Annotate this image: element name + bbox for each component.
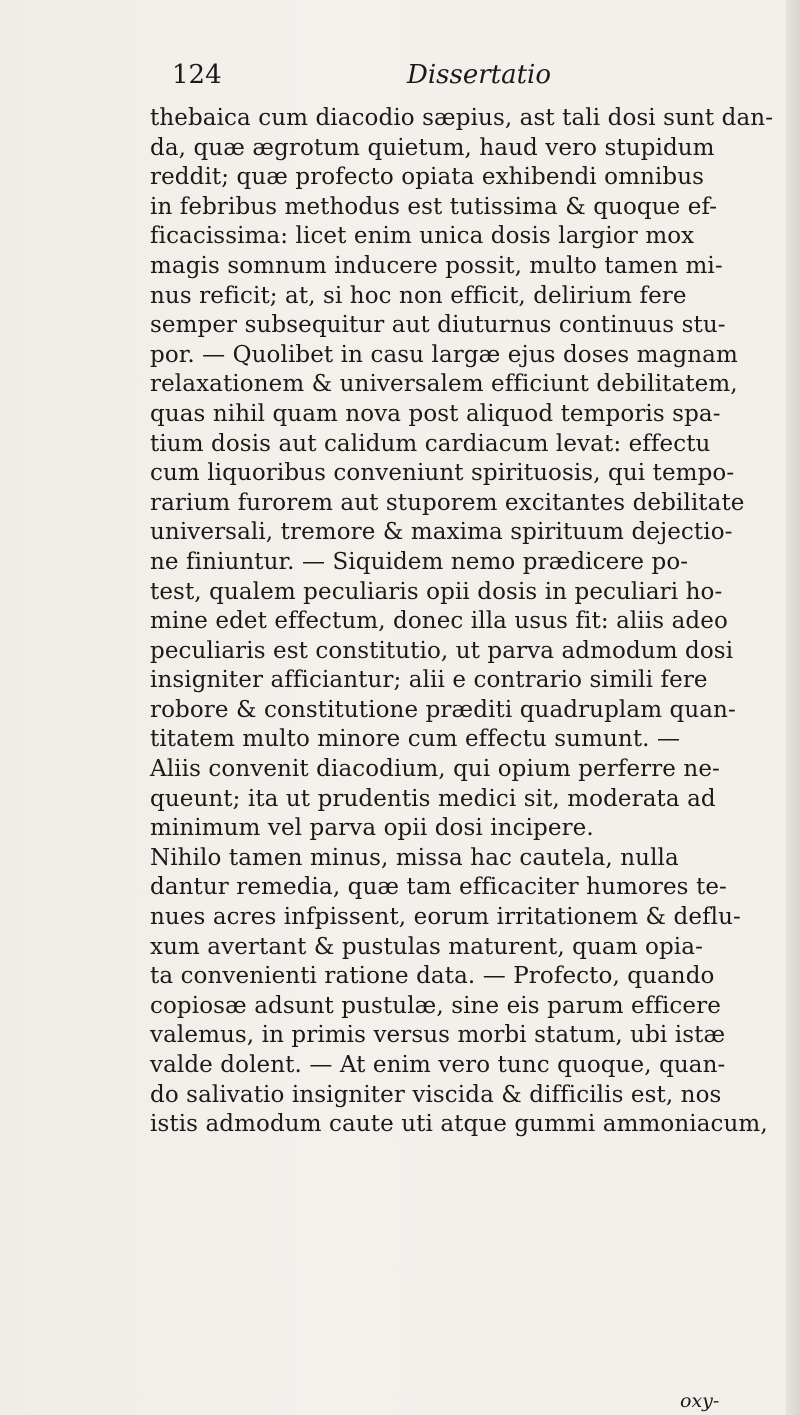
text-line: titatem multo minore cum effectu sumunt. — (150, 726, 681, 753)
text-line: minimum vel parva opii dosi incipere. (150, 815, 594, 842)
text-line: peculiaris est constitutio, ut parva admodum dosi (150, 637, 734, 664)
page-header (152, 60, 672, 94)
text-line: istis admodum caute uti atque gummi ammoniacum, (150, 1111, 768, 1138)
text-line: da, quæ ægrotum quietum, haud vero stupidum (150, 134, 715, 161)
text-line: semper subsequitur aut diuturnus continuus stu- (150, 312, 726, 339)
text-line: insigniter afficiantur; alii e contrario simili fere (150, 667, 708, 694)
text-line: do salivatio insigniter viscida & difficilis est, nos (150, 1081, 722, 1108)
text-line: xum avertant & pustulas maturent, quam opia- (150, 933, 703, 960)
text-line: nues acres infpissent, eorum irritationem & deflu- (150, 904, 741, 931)
body-text (150, 104, 790, 1140)
text-line: queunt; ita ut prudentis medici sit, moderata ad (150, 785, 716, 812)
catchword: oxy- (680, 1390, 720, 1412)
text-line: in febribus methodus est tutissima & quoque ef- (150, 193, 718, 220)
text-line: ne finiuntur. — Siquidem nemo prædicere po- (150, 548, 689, 575)
text-line: ficacissima: licet enim unica dosis largior mox (150, 223, 695, 250)
text-line: dantur remedia, quæ tam efficaciter humores te- (150, 874, 727, 901)
page-number: 124 (172, 60, 222, 90)
text-line: reddit; quæ profecto opiata exhibendi omnibus (150, 164, 705, 191)
running-title: Dissertatio (407, 60, 552, 90)
text-line: valemus, in primis versus morbi statum, ubi istæ (150, 1022, 726, 1049)
text-line: robore & constitutione præditi quadruplam quan- (150, 696, 736, 723)
text-line: rarium furorem aut stuporem excitantes debilitate (150, 489, 745, 516)
text-line: valde dolent. — At enim vero tunc quoque, quan- (150, 1052, 726, 1078)
text-line: thebaica cum diacodio sæpius, ast tali dosi sunt dan- (150, 105, 774, 131)
text-line: ta convenienti ratione data. — Profecto, quando (150, 963, 715, 990)
text-line: Aliis convenit diacodium, qui opium perferre ne- (150, 756, 720, 783)
text-line: cum liquoribus conveniunt spirituosis, qui tempo- (150, 460, 735, 487)
text-line: por. — Quolibet in casu largæ ejus doses magnam (150, 341, 738, 368)
text-line: mine edet effectum, donec illa usus fit: aliis adeo (150, 608, 728, 635)
text-line: Nihilo tamen minus, missa hac cautela, nulla (150, 844, 679, 871)
text-line: test, qualem peculiaris opii dosis in peculiari ho- (150, 578, 723, 605)
text-line: quas nihil quam nova post aliquod temporis spa- (150, 400, 721, 427)
text-line: relaxationem & universalem efficiunt debilitatem, (150, 371, 738, 398)
text-line: tium dosis aut calidum cardiacum levat: effectu (150, 430, 711, 457)
text-line: nus reficit; at, si hoc non efficit, delirium fere (150, 282, 687, 309)
text-line: magis somnum inducere possit, multo tamen mi- (150, 252, 723, 279)
text-line: universali, tremore & maxima spirituum dejectio- (150, 519, 733, 546)
text-line: copiosæ adsunt pustulæ, sine eis parum efficere (150, 992, 721, 1019)
